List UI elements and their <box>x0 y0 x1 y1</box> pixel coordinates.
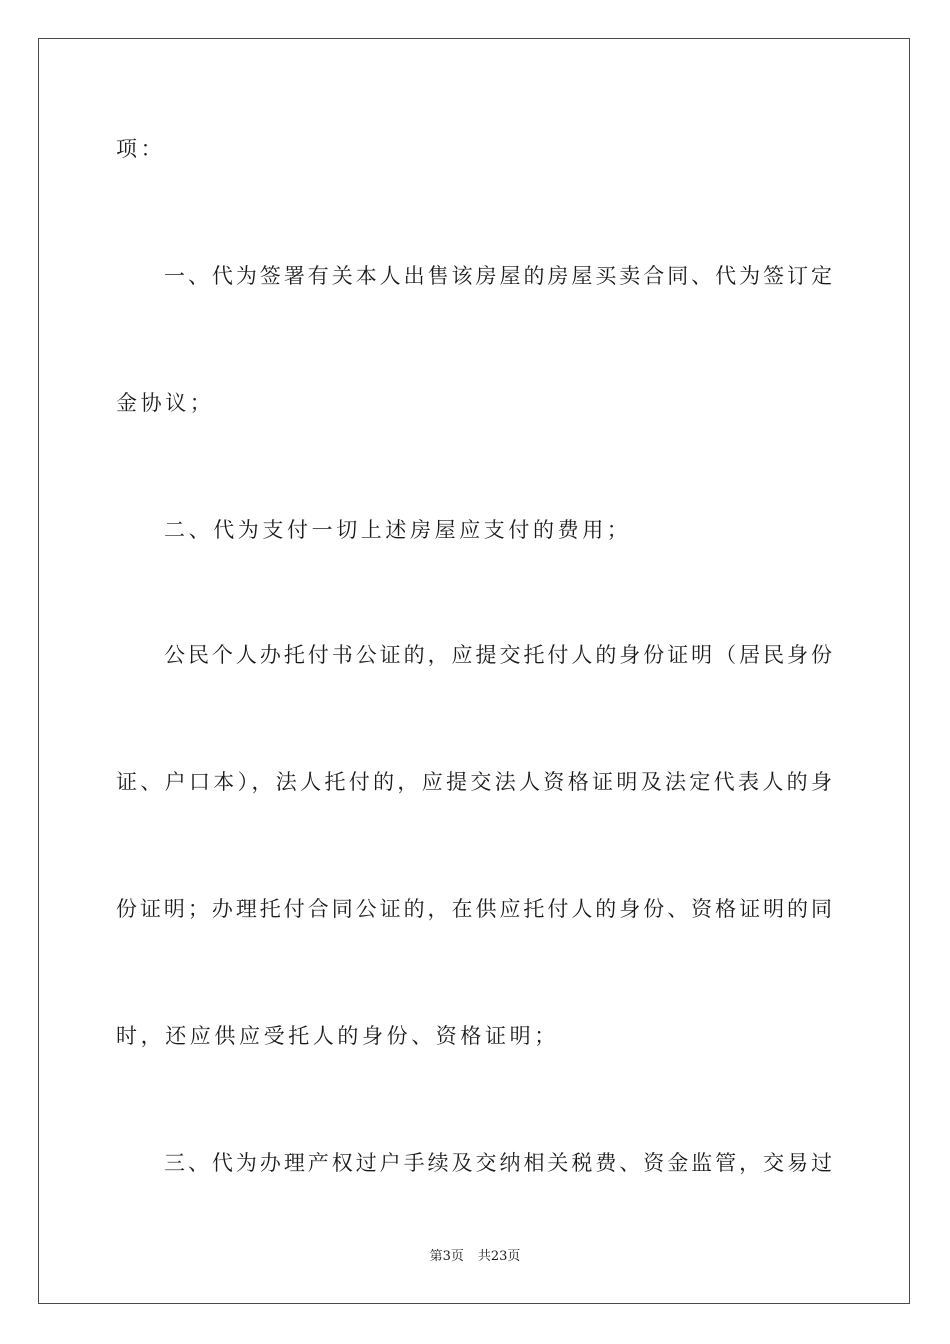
page-footer <box>0 1248 950 1266</box>
text-line: 项： <box>116 137 166 161</box>
text-line: 公民个人办托付书公证的，应提交托付人的身份证明（居民身份 <box>164 643 832 667</box>
text-line: 二、代为支付一切上述房屋应支付的费用； <box>164 518 632 542</box>
text-line: 金协议； <box>116 391 215 415</box>
text-line: 三、代为办理产权过户手续及交纳相关税费、资金监管，交易过 <box>164 1151 832 1175</box>
page-number: 第3页 <box>429 1249 464 1264</box>
page-total: 共23页 <box>477 1249 521 1264</box>
text-line: 一、代为签署有关本人出售该房屋的房屋买卖合同、代为签订定 <box>164 264 832 288</box>
text-line: 证、户口本），法人托付的，应提交法人资格证明及法定代表人的身 <box>116 770 832 794</box>
text-line: 份证明；办理托付合同公证的，在供应托付人的身份、资格证明的同 <box>116 897 832 921</box>
page-border <box>38 38 910 1304</box>
text-line: 时，还应供应受托人的身份、资格证明； <box>116 1024 559 1048</box>
